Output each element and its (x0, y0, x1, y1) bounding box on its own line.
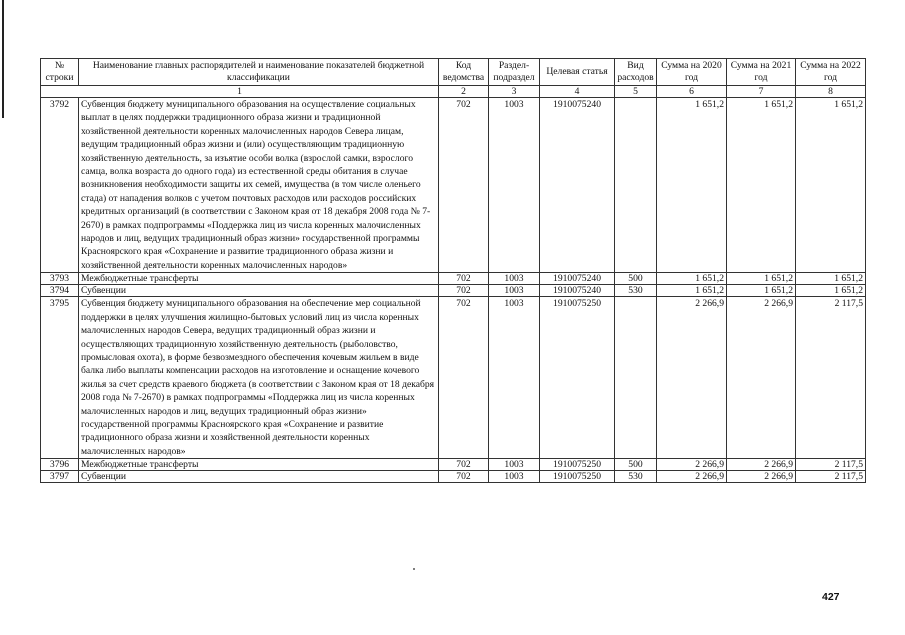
row-section-code: 1003 (489, 98, 540, 273)
row-target-code: 1910075250 (540, 459, 615, 471)
column-number-row (41, 86, 866, 98)
row-dept-code: 702 (439, 471, 489, 483)
row-target-code: 1910075240 (540, 273, 615, 285)
header-sum-2020: Сумма на 2020 год (657, 59, 727, 86)
table-row (41, 98, 866, 273)
row-section-code: 1003 (489, 297, 540, 459)
header-exp-type: Вид расходов (615, 59, 657, 86)
col-number: 6 (657, 86, 727, 98)
row-name: Субвенции (79, 471, 439, 483)
row-sum-2020: 1 651,2 (657, 98, 727, 273)
header-sum-2021: Сумма на 2021 год (727, 59, 796, 86)
row-sum-2022: 2 117,5 (796, 471, 866, 483)
row-number: 3796 (41, 459, 79, 471)
row-dept-code: 702 (439, 273, 489, 285)
row-expense-type: 500 (615, 459, 657, 471)
row-sum-2022: 2 117,5 (796, 459, 866, 471)
row-sum-2020: 2 266,9 (657, 297, 727, 459)
header-section: Раздел-подраздел (489, 59, 540, 86)
row-name: Субвенция бюджету муниципального образования на обеспечение мер социальной поддержки в целях улучшения жилищно-бытовых условий лиц из числа коренных малочисленных народов Севера, ведущих традиционный образ жизни и осуществляющих традиционную хозяйственную деятельность (рыболовство, промысловая охота), в форме безвозмездного обеспечения кочевым жильем в виде балка либо выплаты компенсации расходов на изготовление и оснащение кочевого жилья за счет средств краевого бюджета (в соответствии с Законом края от 18 декабря 2008 года № 7-2670) в рамках подпрограммы «Поддержка лиц из числа коренных малочисленных народов и лиц, ведущих традиционный образ жизни» государственной программы Красноярского края «Сохранение и развитие традиционного образа жизни и хозяйственной деятельности коренных малочисленных народов» (79, 297, 439, 459)
row-target-code: 1910075250 (540, 471, 615, 483)
col-number: 5 (615, 86, 657, 98)
row-sum-2020: 1 651,2 (657, 273, 727, 285)
col-number: 4 (540, 86, 615, 98)
row-name: Межбюджетные трансферты (79, 273, 439, 285)
col-number: 2 (439, 86, 489, 98)
header-name: Наименование главных распорядителей и наименование показателей бюджетной классификации (79, 59, 439, 86)
row-sum-2021: 1 651,2 (727, 285, 796, 297)
row-sum-2020: 1 651,2 (657, 285, 727, 297)
row-sum-2021: 1 651,2 (727, 98, 796, 273)
budget-table (40, 58, 866, 483)
row-expense-type: 530 (615, 285, 657, 297)
col-number: 7 (727, 86, 796, 98)
row-number: 3793 (41, 273, 79, 285)
row-number: 3792 (41, 98, 79, 273)
row-section-code: 1003 (489, 273, 540, 285)
row-expense-type: 500 (615, 273, 657, 285)
header-target: Целевая статья (540, 59, 615, 86)
row-dept-code: 702 (439, 459, 489, 471)
col-number: 3 (489, 86, 540, 98)
table-header-row (41, 59, 866, 86)
table-row (41, 273, 866, 285)
row-sum-2022: 1 651,2 (796, 273, 866, 285)
row-sum-2021: 2 266,9 (727, 471, 796, 483)
row-sum-2022: 1 651,2 (796, 98, 866, 273)
row-sum-2020: 2 266,9 (657, 459, 727, 471)
row-sum-2021: 2 266,9 (727, 459, 796, 471)
row-sum-2021: 1 651,2 (727, 273, 796, 285)
table-row (41, 471, 866, 483)
col-number: 1 (41, 86, 439, 98)
table-row (41, 459, 866, 471)
row-sum-2021: 2 266,9 (727, 297, 796, 459)
row-dept-code: 702 (439, 285, 489, 297)
row-expense-type (615, 98, 657, 273)
row-dept-code: 702 (439, 98, 489, 273)
row-expense-type (615, 297, 657, 459)
row-name: Субвенция бюджету муниципального образования на осуществление социальных выплат в целях поддержки традиционного образа жизни и традиционной хозяйственной деятельности коренных малочисленных народов Севера лицам, ведущим традиционный образ жизни и (или) осуществляющим традиционную хозяйственную деятельность, за изъятие особи волка (взрослой самки, взрослого самца, волка возраста до одного года) из естественной среды обитания в случае возникновения необходимости защиты их семей, имущества (в том числе оленьего стада) от нападения волков с учетом почтовых расходов или расходов российских кредитных организаций (в соответствии с Законом края от 18 декабря 2008 года № 7-2670) в рамках подпрограммы «Поддержка лиц из числа коренных малочисленных народов и лиц, ведущих традиционный образ жизни» государственной программы Красноярского края «Сохранение и развитие традиционного образа жизни и хозяйственной деятельности коренных малочисленных народов» (79, 98, 439, 273)
row-number: 3794 (41, 285, 79, 297)
left-margin-rule (2, 0, 4, 118)
row-target-code: 1910075250 (540, 297, 615, 459)
page-number: 427 (822, 591, 840, 603)
row-sum-2022: 2 117,5 (796, 297, 866, 459)
row-section-code: 1003 (489, 459, 540, 471)
row-expense-type: 530 (615, 471, 657, 483)
row-section-code: 1003 (489, 285, 540, 297)
row-section-code: 1003 (489, 471, 540, 483)
row-number: 3797 (41, 471, 79, 483)
row-sum-2020: 2 266,9 (657, 471, 727, 483)
row-number: 3795 (41, 297, 79, 459)
row-name: Субвенции (79, 285, 439, 297)
header-dept: Код ведомства (439, 59, 489, 86)
stray-mark (413, 568, 415, 570)
table-row (41, 285, 866, 297)
row-name: Межбюджетные трансферты (79, 459, 439, 471)
table-row (41, 297, 866, 459)
row-target-code: 1910075240 (540, 285, 615, 297)
row-dept-code: 702 (439, 297, 489, 459)
header-row-no: № строки (41, 59, 79, 86)
row-sum-2022: 1 651,2 (796, 285, 866, 297)
header-sum-2022: Сумма на 2022 год (796, 59, 866, 86)
col-number: 8 (796, 86, 866, 98)
row-target-code: 1910075240 (540, 98, 615, 273)
